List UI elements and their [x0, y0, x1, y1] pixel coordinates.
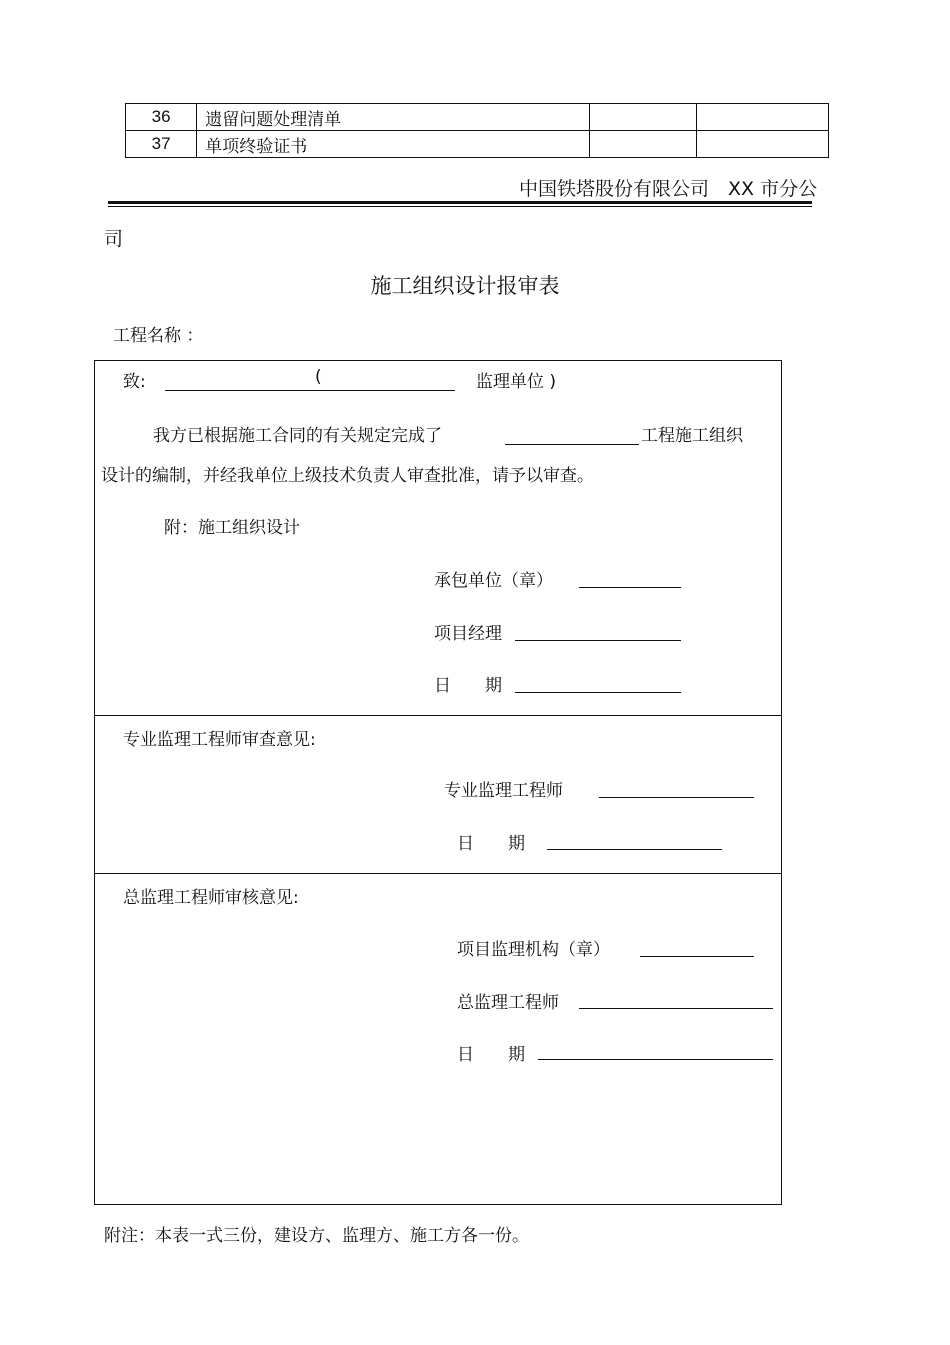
chief-opinion-label: 总监理工程师审核意见:: [123, 888, 299, 908]
empty-cell: [696, 104, 828, 131]
row-document-name: 单项终验证书: [197, 131, 590, 158]
chief-engineer-label: 总监理工程师: [457, 993, 559, 1013]
specialist-engineer-field[interactable]: [599, 797, 754, 798]
footnote-remark: 附注：本表一式三份，建设方、监理方、施工方各一份。: [104, 1226, 529, 1246]
specialist-date-label: 日 期: [457, 834, 525, 854]
specialist-engineer-label: 专业监理工程师: [444, 781, 563, 801]
supervision-seal-field[interactable]: [640, 956, 754, 957]
supervision-seal-label: 项目监理机构（章）: [457, 940, 610, 960]
empty-cell: [696, 131, 828, 158]
form-title: 施工组织设计报审表: [370, 274, 560, 298]
section-divider: [95, 873, 781, 874]
row-number: 36: [126, 104, 197, 131]
to-recipient-field[interactable]: [165, 390, 455, 391]
contractor-seal-field[interactable]: [579, 587, 681, 588]
empty-cell: [590, 131, 697, 158]
company-header: 中国铁塔股份有限公司 XX 市分公: [519, 178, 818, 200]
body-text-line2: 设计的编制，并经我单位上级技术负责人审查批准，请予以审查。: [101, 466, 594, 486]
body-text-part1: 我方已根据施工合同的有关规定完成了: [153, 426, 442, 446]
section-divider: [95, 715, 781, 716]
project-name-label: 工程名称 ：: [113, 326, 204, 346]
specialist-opinion-label: 专业监理工程师审查意见:: [123, 730, 316, 750]
row-number: 37: [126, 131, 197, 158]
header-rule-thick: [108, 201, 812, 204]
attachment-label: 附：施工组织设计: [164, 518, 300, 538]
chief-date-label: 日 期: [457, 1045, 525, 1065]
table-row: [126, 131, 829, 158]
date-field[interactable]: [515, 692, 681, 693]
project-manager-field[interactable]: [515, 640, 681, 641]
date-label: 日 期: [434, 676, 502, 696]
specialist-date-field[interactable]: [547, 849, 722, 850]
contractor-seal-label: 承包单位（章）: [434, 571, 553, 591]
table-row: [126, 104, 829, 131]
to-label: 致:: [123, 372, 146, 392]
project-blank-field[interactable]: [505, 444, 639, 445]
body-text-part2: 工程施工组织: [641, 426, 743, 446]
empty-cell: [590, 104, 697, 131]
document-list-table: [125, 103, 829, 158]
to-suffix: 监理单位 ): [476, 372, 557, 392]
to-paren-open: (: [315, 367, 322, 387]
chief-engineer-field[interactable]: [579, 1008, 773, 1009]
project-manager-label: 项目经理: [434, 624, 502, 644]
header-rule-thin: [108, 206, 812, 207]
chief-date-field[interactable]: [538, 1059, 773, 1060]
review-form: [94, 360, 782, 1205]
company-header-tail: 司: [104, 228, 124, 250]
row-document-name: 遗留问题处理清单: [197, 104, 590, 131]
